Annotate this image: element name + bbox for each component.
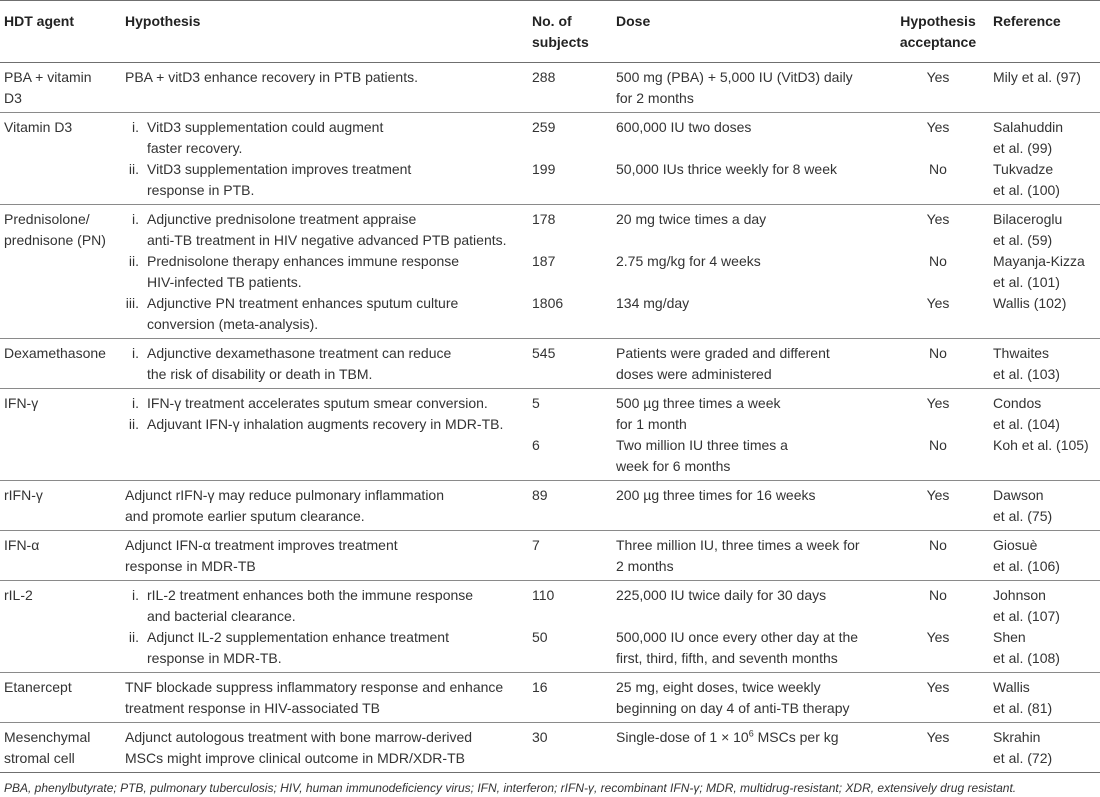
hypothesis-line: TNF blockade suppress inflammatory response and enhance — [125, 679, 504, 695]
acceptance-line — [891, 606, 985, 627]
cell-reference — [989, 481, 1100, 531]
reference-line: Shen — [993, 629, 1026, 645]
subjects-line: 199 — [532, 161, 556, 177]
dose-line: 2.75 mg/kg for 4 weeks — [616, 253, 761, 269]
cell-hdt-agent — [0, 723, 121, 773]
hypothesis-line: PBA + vitD3 enhance recovery in PTB patients. — [125, 69, 418, 85]
dose-line: 25 mg, eight doses, twice weekly — [616, 679, 821, 695]
hypothesis-item-number: i. — [132, 211, 139, 227]
cell-reference — [989, 723, 1100, 773]
hypothesis-item-number: i. — [132, 345, 139, 361]
cell-hdt-agent — [0, 481, 121, 531]
reference-line — [993, 456, 1096, 477]
dose-line: for 2 months — [616, 90, 694, 106]
agent-line: PBA + vitamin — [4, 69, 92, 85]
cell-hypothesis-acceptance — [887, 481, 989, 531]
cell-hypothesis-acceptance — [887, 673, 989, 723]
cell-dose — [612, 673, 887, 723]
cell-hypothesis — [121, 113, 528, 205]
acceptance-line: Yes — [926, 729, 950, 745]
cell-hdt-agent — [0, 113, 121, 205]
table-header — [0, 1, 1100, 63]
cell-hdt-agent — [0, 673, 121, 723]
reference-line: Wallis (102) — [993, 295, 1067, 311]
agent-line: rIL-2 — [4, 587, 33, 603]
hypothesis-line: Adjunctive PN treatment enhances sputum culture — [147, 295, 459, 311]
reference-line: Salahuddin — [993, 119, 1064, 135]
hypothesis-line: VitD3 supplementation could augment — [147, 119, 384, 135]
acceptance-line — [891, 456, 985, 477]
cell-hypothesis — [121, 63, 528, 113]
acceptance-line: No — [929, 345, 947, 361]
hypothesis-line: VitD3 supplementation improves treatment — [147, 161, 412, 177]
dose-line: 225,000 IU twice daily for 30 days — [616, 587, 827, 603]
agent-line: Dexamethasone — [4, 345, 106, 361]
cell-reference — [989, 673, 1100, 723]
hypothesis-line: Adjunct IFN-α treatment improves treatment — [125, 537, 398, 553]
cell-hypothesis-acceptance — [887, 113, 989, 205]
subjects-line — [532, 272, 608, 293]
dose-line: 134 mg/day — [616, 295, 690, 311]
hypothesis-item — [125, 159, 524, 201]
hypothesis-item-text — [147, 585, 524, 627]
subjects-line: 16 — [532, 679, 548, 695]
hypothesis-item-text — [147, 251, 524, 293]
subjects-line: 30 — [532, 729, 548, 745]
reference-line: et al. (108) — [993, 650, 1060, 666]
reference-line: Skrahin — [993, 729, 1041, 745]
header-hdt-agent: HDT agent — [0, 1, 121, 63]
cell-hdt-agent — [0, 205, 121, 339]
dose-line: for 1 month — [616, 416, 687, 432]
cell-reference — [989, 339, 1100, 389]
dose-line: beginning on day 4 of anti-TB therapy — [616, 700, 850, 716]
hypothesis-line: rIL-2 treatment enhances both the immune response — [147, 587, 474, 603]
cell-hypothesis-acceptance — [887, 389, 989, 481]
hypothesis-item — [125, 393, 524, 414]
reference-line: Mayanja-Kizza — [993, 253, 1085, 269]
header-hypothesis-acceptance — [887, 1, 989, 63]
hypothesis-item-text — [147, 414, 524, 435]
cell-no-of-subjects — [528, 673, 612, 723]
cell-no-of-subjects — [528, 113, 612, 205]
table-body — [0, 63, 1100, 773]
hypothesis-line: anti-TB treatment in HIV negative advanced PTB patients. — [147, 232, 507, 248]
dose-line: Three million IU, three times a week for — [616, 537, 860, 553]
reference-line: Thwaites — [993, 345, 1050, 361]
subjects-line — [532, 606, 608, 627]
cell-hypothesis — [121, 389, 528, 481]
acceptance-line: No — [929, 587, 947, 603]
cell-hypothesis — [121, 481, 528, 531]
cell-dose — [612, 723, 887, 773]
acceptance-line: Yes — [926, 679, 950, 695]
table-row — [0, 205, 1100, 339]
cell-hypothesis-acceptance — [887, 581, 989, 673]
cell-reference — [989, 113, 1100, 205]
header-subjects-line: No. of — [532, 13, 572, 29]
reference-line: et al. (72) — [993, 750, 1053, 766]
header-row — [0, 1, 1100, 63]
dose-line: 500 mg (PBA) + 5,000 IU (VitD3) daily — [616, 69, 853, 85]
hypothesis-line: response in PTB. — [147, 182, 255, 198]
table-row — [0, 63, 1100, 113]
subjects-line — [532, 180, 608, 201]
hypothesis-item-number: i. — [132, 587, 139, 603]
table-row — [0, 113, 1100, 205]
acceptance-line — [891, 272, 985, 293]
dose-text: Single-dose of 1 × 10 — [616, 729, 749, 745]
cell-hypothesis — [121, 339, 528, 389]
reference-line — [993, 314, 1096, 335]
cell-dose — [612, 63, 887, 113]
cell-no-of-subjects — [528, 63, 612, 113]
agent-line: D3 — [4, 90, 22, 106]
hypothesis-item-text — [147, 293, 524, 335]
reference-line: Bilaceroglu — [993, 211, 1063, 227]
header-subjects-line: subjects — [532, 34, 589, 50]
subjects-line — [532, 414, 608, 435]
agent-line: IFN-γ — [4, 395, 39, 411]
subjects-line: 1806 — [532, 295, 564, 311]
table-row — [0, 339, 1100, 389]
table-row — [0, 723, 1100, 773]
hypothesis-item — [125, 293, 524, 335]
dose-line: 500,000 IU once every other day at the — [616, 629, 859, 645]
reference-line: Wallis — [993, 679, 1030, 695]
agent-line: IFN-α — [4, 537, 40, 553]
table-row — [0, 581, 1100, 673]
cell-dose — [612, 205, 887, 339]
cell-dose — [612, 389, 887, 481]
subjects-line: 259 — [532, 119, 556, 135]
hypothesis-item — [125, 251, 524, 293]
cell-hypothesis-acceptance — [887, 205, 989, 339]
acceptance-line: Yes — [926, 69, 950, 85]
dose-line: 20 mg twice times a day — [616, 211, 767, 227]
cell-hdt-agent — [0, 63, 121, 113]
subjects-line: 5 — [532, 395, 540, 411]
header-acceptance-line: acceptance — [899, 34, 977, 50]
subjects-line: 187 — [532, 253, 556, 269]
cell-hdt-agent — [0, 531, 121, 581]
reference-line: et al. (100) — [993, 182, 1060, 198]
reference-line: Tukvadze — [993, 161, 1054, 177]
acceptance-line: Yes — [926, 487, 950, 503]
agent-line: rIFN-γ — [4, 487, 43, 503]
subjects-line — [532, 230, 608, 251]
hypothesis-item — [125, 585, 524, 627]
table-row — [0, 531, 1100, 581]
dose-line: 600,000 IU two doses — [616, 119, 752, 135]
reference-line: et al. (81) — [993, 700, 1053, 716]
hypothesis-item-number: ii. — [128, 253, 139, 269]
hypothesis-line: Adjunct rIFN-γ may reduce pulmonary inflammation — [125, 487, 445, 503]
dose-line: 200 µg three times for 16 weeks — [616, 487, 816, 503]
hypothesis-line: Adjunct IL-2 supplementation enhance treatment — [147, 629, 449, 645]
agent-line: Mesenchymal — [4, 729, 91, 745]
agent-line: Prednisolone/ — [4, 211, 90, 227]
hypothesis-item-text — [147, 393, 524, 414]
hypothesis-line: Adjunctive prednisolone treatment appraise — [147, 211, 417, 227]
hypothesis-item-number: ii. — [128, 161, 139, 177]
cell-no-of-subjects — [528, 723, 612, 773]
cell-no-of-subjects — [528, 581, 612, 673]
dose-line: 500 µg three times a week — [616, 395, 781, 411]
hypothesis-line: IFN-γ treatment accelerates sputum smear conversion. — [147, 395, 488, 411]
acceptance-line: Yes — [926, 211, 950, 227]
hypothesis-line: HIV-infected TB patients. — [147, 274, 302, 290]
dose-line — [616, 138, 883, 159]
cell-dose — [612, 481, 887, 531]
hypothesis-line: Adjunct autologous treatment with bone marrow-derived — [125, 729, 473, 745]
reference-line: Mily et al. (97) — [993, 69, 1081, 85]
acceptance-line: No — [929, 437, 947, 453]
acceptance-line: No — [929, 253, 947, 269]
hypothesis-line: MSCs might improve clinical outcome in MDR/XDR-TB — [125, 750, 465, 766]
hypothesis-item-number: ii. — [128, 629, 139, 645]
reference-line: Dawson — [993, 487, 1044, 503]
cell-dose — [612, 113, 887, 205]
subjects-line: 288 — [532, 69, 556, 85]
hypothesis-item-number: ii. — [128, 416, 139, 432]
cell-hdt-agent — [0, 389, 121, 481]
subjects-line: 89 — [532, 487, 548, 503]
hypothesis-item-text — [147, 159, 524, 201]
acceptance-line: Yes — [926, 395, 950, 411]
acceptance-line: No — [929, 161, 947, 177]
cell-hypothesis-acceptance — [887, 63, 989, 113]
hypothesis-item-number: iii. — [125, 295, 139, 311]
acceptance-line — [891, 180, 985, 201]
dose-line — [616, 272, 883, 293]
reference-line: et al. (104) — [993, 416, 1060, 432]
dose-line — [616, 606, 883, 627]
cell-hypothesis — [121, 581, 528, 673]
cell-hdt-agent — [0, 581, 121, 673]
subjects-line: 178 — [532, 211, 556, 227]
cell-no-of-subjects — [528, 389, 612, 481]
subjects-line — [532, 314, 608, 335]
acceptance-line: Yes — [926, 629, 950, 645]
reference-line: et al. (103) — [993, 366, 1060, 382]
reference-line: et al. (99) — [993, 140, 1053, 156]
hypothesis-item-number: i. — [132, 119, 139, 135]
hypothesis-line: and promote earlier sputum clearance. — [125, 508, 365, 524]
dose-line — [616, 727, 883, 748]
dose-line: 50,000 IUs thrice weekly for 8 week — [616, 161, 837, 177]
agent-line: Vitamin D3 — [4, 119, 73, 135]
reference-line: Johnson — [993, 587, 1046, 603]
acceptance-line — [891, 230, 985, 251]
subjects-line: 50 — [532, 629, 548, 645]
hypothesis-line: the risk of disability or death in TBM. — [147, 366, 373, 382]
reference-line: Koh et al. (105) — [993, 437, 1089, 453]
cell-hypothesis — [121, 531, 528, 581]
cell-reference — [989, 389, 1100, 481]
cell-no-of-subjects — [528, 531, 612, 581]
hypothesis-item — [125, 343, 524, 385]
dose-line: first, third, fifth, and seventh months — [616, 650, 838, 666]
table-row — [0, 389, 1100, 481]
cell-hypothesis-acceptance — [887, 339, 989, 389]
hypothesis-item-number: i. — [132, 395, 139, 411]
cell-reference — [989, 205, 1100, 339]
acceptance-line — [891, 138, 985, 159]
header-hypothesis: Hypothesis — [121, 1, 528, 63]
reference-line: et al. (107) — [993, 608, 1060, 624]
hypothesis-item — [125, 209, 524, 251]
subjects-line: 7 — [532, 537, 540, 553]
header-dose: Dose — [612, 1, 887, 63]
dose-line: week for 6 months — [616, 458, 731, 474]
hypothesis-line: Adjunctive dexamethasone treatment can reduce — [147, 345, 452, 361]
dose-exponent: 6 — [748, 728, 754, 739]
header-no-of-subjects — [528, 1, 612, 63]
cell-reference — [989, 531, 1100, 581]
reference-line: et al. (106) — [993, 558, 1060, 574]
dose-line — [616, 230, 883, 251]
dose-text: MSCs per kg — [753, 729, 839, 745]
subjects-line: 545 — [532, 345, 556, 361]
hypothesis-item-text — [147, 343, 524, 385]
cell-no-of-subjects — [528, 481, 612, 531]
cell-dose — [612, 581, 887, 673]
cell-hdt-agent — [0, 339, 121, 389]
acceptance-line — [891, 414, 985, 435]
subjects-line: 6 — [532, 437, 540, 453]
cell-hypothesis-acceptance — [887, 531, 989, 581]
cell-hypothesis — [121, 723, 528, 773]
hypothesis-line: faster recovery. — [147, 140, 243, 156]
reference-line: Condos — [993, 395, 1042, 411]
agent-line: prednisone (PN) — [4, 232, 106, 248]
reference-line: et al. (59) — [993, 232, 1053, 248]
hypothesis-line: conversion (meta-analysis). — [147, 316, 319, 332]
header-reference: Reference — [989, 1, 1100, 63]
hypothesis-line: response in MDR-TB — [125, 558, 256, 574]
hypothesis-item — [125, 117, 524, 159]
hypothesis-line: treatment response in HIV-associated TB — [125, 700, 380, 716]
cell-hypothesis — [121, 673, 528, 723]
hypothesis-item — [125, 414, 524, 435]
table-row — [0, 481, 1100, 531]
hypothesis-line: response in MDR-TB. — [147, 650, 282, 666]
table-footnote: PBA, phenylbutyrate; PTB, pulmonary tuberculosis; HIV, human immunodeficiency virus; IFN, interferon; rIFN-γ, recombinant IFN-γ; MDR, multidrug-resistant; XDR, extensively drug resistant. — [4, 781, 1017, 795]
hypothesis-item-text — [147, 627, 524, 669]
dose-line: doses were administered — [616, 366, 772, 382]
reference-line: et al. (101) — [993, 274, 1060, 290]
header-acceptance-line: Hypothesis — [900, 13, 976, 29]
hypothesis-line: Prednisolone therapy enhances immune response — [147, 253, 460, 269]
acceptance-line: Yes — [926, 295, 950, 311]
acceptance-line: Yes — [926, 119, 950, 135]
reference-line: et al. (75) — [993, 508, 1053, 524]
hypothesis-line: and bacterial clearance. — [147, 608, 296, 624]
dose-line — [616, 314, 883, 335]
subjects-line — [532, 138, 608, 159]
cell-hypothesis-acceptance — [887, 723, 989, 773]
table-row — [0, 673, 1100, 723]
dose-line: Two million IU three times a — [616, 437, 788, 453]
cell-reference — [989, 63, 1100, 113]
dose-line — [616, 180, 883, 201]
subjects-line — [532, 456, 608, 477]
agent-line: stromal cell — [4, 750, 75, 766]
hypothesis-item-text — [147, 209, 524, 251]
subjects-line: 110 — [532, 587, 555, 603]
acceptance-line — [891, 314, 985, 335]
hypothesis-item-text — [147, 117, 524, 159]
hypothesis-item — [125, 627, 524, 669]
cell-dose — [612, 339, 887, 389]
cell-reference — [989, 581, 1100, 673]
subjects-line — [532, 648, 608, 669]
cell-no-of-subjects — [528, 205, 612, 339]
cell-dose — [612, 531, 887, 581]
cell-hypothesis — [121, 205, 528, 339]
cell-no-of-subjects — [528, 339, 612, 389]
acceptance-line: No — [929, 537, 947, 553]
agent-line: Etanercept — [4, 679, 72, 695]
reference-line: Giosuè — [993, 537, 1038, 553]
hypothesis-line: Adjuvant IFN-γ inhalation augments recovery in MDR-TB. — [147, 416, 504, 432]
dose-line: Patients were graded and different — [616, 345, 830, 361]
dose-line: 2 months — [616, 558, 674, 574]
acceptance-line — [891, 648, 985, 669]
